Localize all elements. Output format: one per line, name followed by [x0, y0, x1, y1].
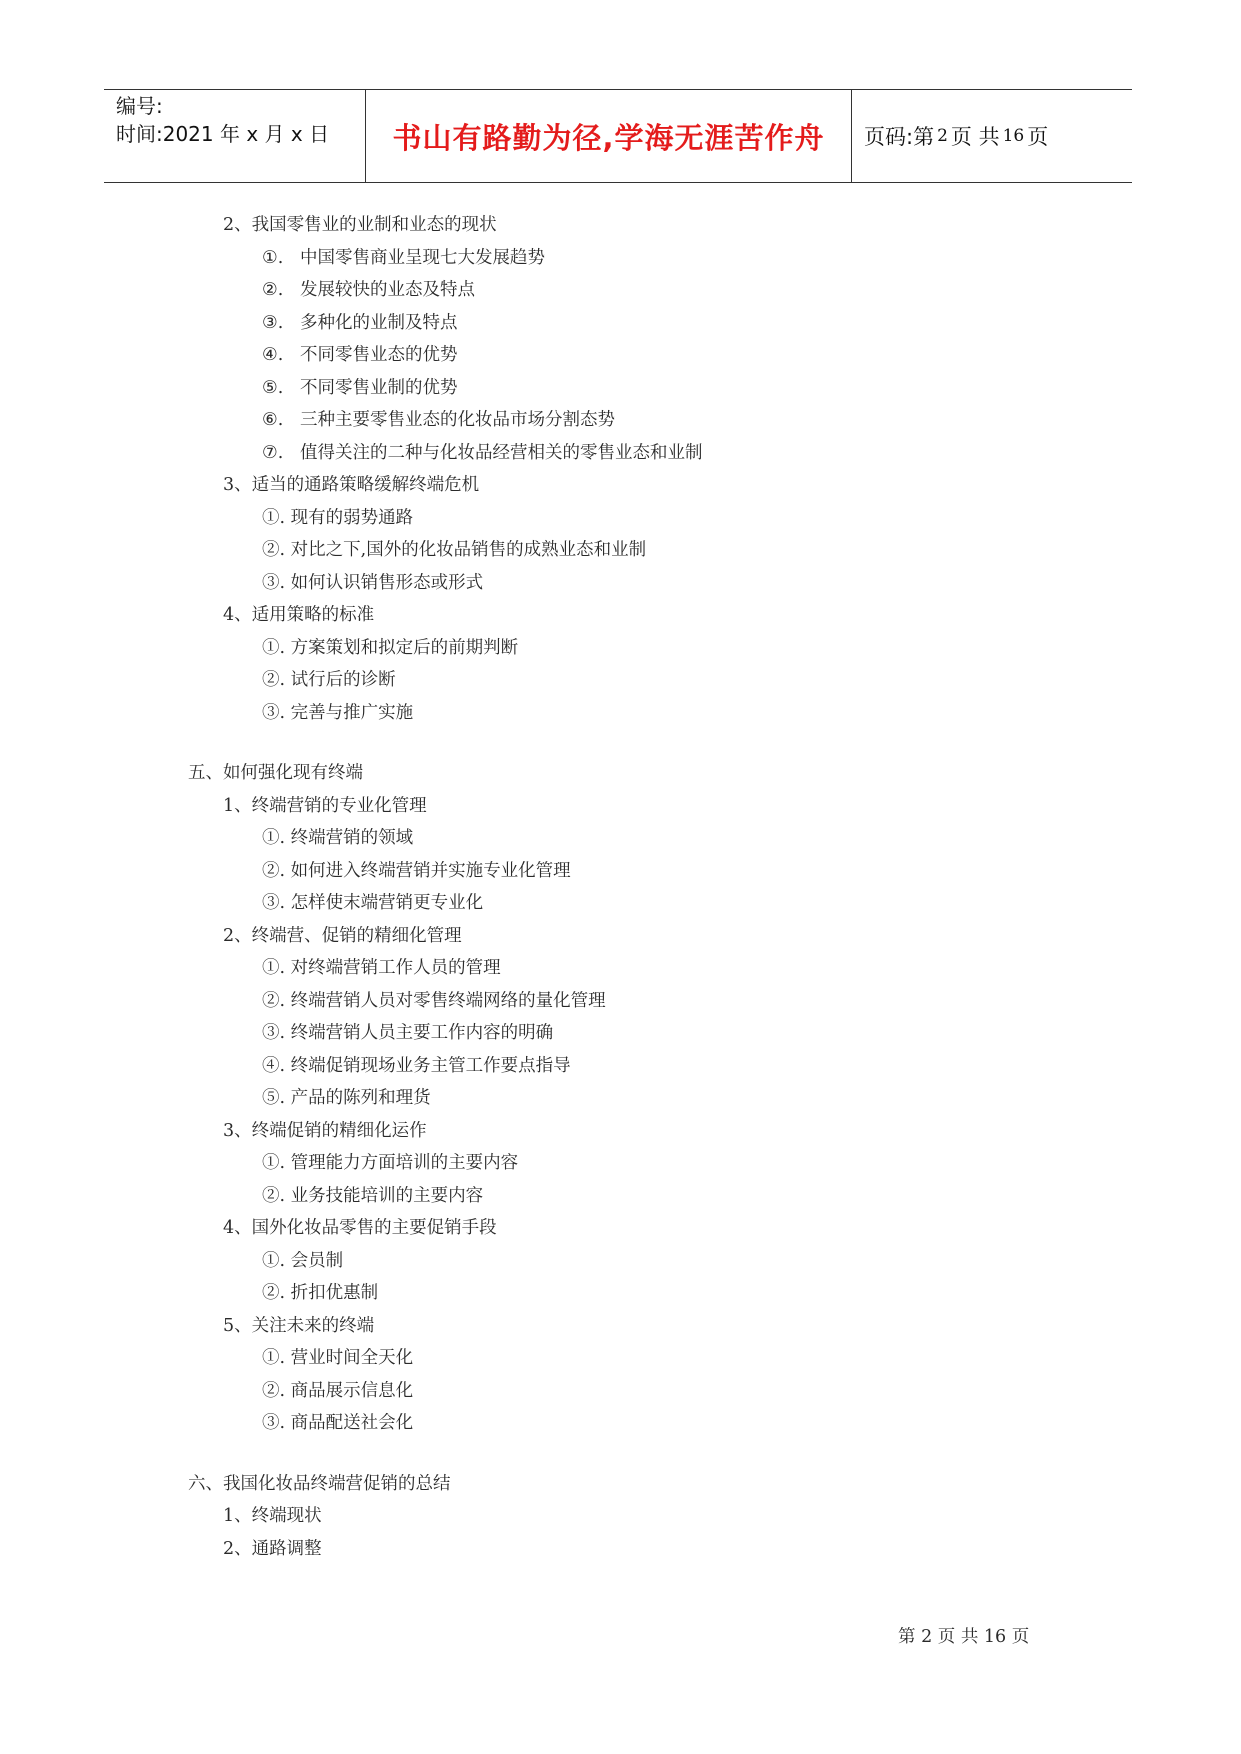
- header-motto: 书山有路勤为径,学海无涯苦作舟: [392, 120, 825, 155]
- list-text: 值得关注的二种与化妆品经营相关的零售业态和业制: [300, 442, 703, 463]
- list-item: [262, 343, 458, 367]
- list-marker: ②.: [262, 280, 284, 300]
- subsection-item: 4、国外化妆品零售的主要促销手段: [223, 1218, 497, 1238]
- list-item: ③. 完善与推广实施: [262, 702, 414, 723]
- list-item: ①. 终端营销的领域: [262, 828, 414, 848]
- list-item: ②. 如何进入终端营销并实施专业化管理: [262, 860, 571, 881]
- list-marker: ③.: [262, 312, 284, 333]
- list-item: ②. 对比之下,国外的化妆品销售的成熟业态和业制: [262, 540, 647, 560]
- list-item: [262, 278, 475, 302]
- header-page-indicator: [864, 90, 1048, 182]
- list-marker: ⑤.: [262, 377, 284, 398]
- list-marker: ④.: [262, 345, 284, 365]
- list-text: 不同零售业态的优势: [300, 345, 458, 365]
- list-item: [262, 246, 545, 270]
- list-item: ①. 现有的弱势通路: [262, 507, 414, 528]
- list-text: 三种主要零售业态的化妆品市场分割态势: [300, 410, 615, 430]
- document-time: 时间:2021 年 x 月 x 日: [116, 122, 330, 146]
- header-info: [116, 92, 361, 148]
- subsection-item: 3、终端促销的精细化运作: [223, 1120, 427, 1141]
- list-item: ②. 终端营销人员对零售终端网络的量化管理: [262, 990, 606, 1011]
- header-table: [104, 89, 1132, 183]
- list-item: ①. 管理能力方面培训的主要内容: [262, 1153, 519, 1173]
- subsection-item: 1、终端现状: [223, 1506, 322, 1526]
- list-item: [262, 376, 458, 400]
- list-item: ③. 商品配送社会化: [262, 1413, 414, 1433]
- list-item: ③. 怎样使末端营销更专业化: [262, 893, 484, 913]
- list-item: ①. 会员制: [262, 1250, 344, 1271]
- page-number: 2: [937, 126, 948, 146]
- list-item: ①. 对终端营销工作人员的管理: [262, 958, 501, 978]
- list-text: 中国零售商业呈现七大发展趋势: [300, 247, 545, 268]
- header-divider: [851, 90, 852, 182]
- page-total: 16: [1002, 126, 1025, 146]
- list-item: ①. 方案策划和拟定后的前期判断: [262, 637, 519, 658]
- list-item: ④. 终端促销现场业务主管工作要点指导: [262, 1055, 571, 1076]
- subsection-item: 2、我国零售业的业制和业态的现状: [223, 215, 497, 235]
- list-item: ②. 折扣优惠制: [262, 1283, 379, 1303]
- section-heading: 六、我国化妆品终端营促销的总结: [188, 1473, 451, 1494]
- list-item: ③. 如何认识销售形态或形式: [262, 572, 484, 593]
- page-mid: 页 共: [950, 125, 1000, 149]
- list-item: [262, 441, 703, 465]
- subsection-item: 2、通路调整: [223, 1538, 322, 1559]
- list-item: ②. 业务技能培训的主要内容: [262, 1185, 484, 1206]
- list-marker: ①.: [262, 247, 284, 268]
- list-item: ③. 终端营销人员主要工作内容的明确: [262, 1023, 554, 1043]
- list-item: ①. 营业时间全天化: [262, 1348, 414, 1368]
- page-suffix: 页: [1027, 125, 1049, 149]
- page-prefix: 页码:第: [864, 125, 935, 149]
- document-number-label: 编号:: [116, 94, 163, 118]
- list-marker: ⑥.: [262, 410, 284, 430]
- subsection-item: 3、适当的通路策略缓解终端危机: [223, 475, 480, 495]
- subsection-item: 2、终端营、促销的精细化管理: [223, 925, 462, 946]
- list-item: [262, 311, 458, 335]
- list-text: 多种化的业制及特点: [300, 312, 458, 333]
- subsection-item: 5、关注未来的终端: [223, 1315, 375, 1336]
- section-heading: 五、如何强化现有终端: [188, 763, 363, 783]
- list-item: [262, 408, 615, 432]
- list-item: ②. 试行后的诊断: [262, 670, 396, 690]
- list-marker: ⑦.: [262, 442, 284, 463]
- page-footer: 第 2 页 共 16 页: [898, 1627, 1030, 1647]
- subsection-item: 1、终端营销的专业化管理: [223, 795, 427, 816]
- list-text: 不同零售业制的优势: [300, 377, 458, 398]
- subsection-item: 4、适用策略的标准: [223, 605, 375, 625]
- list-item: ⑤. 产品的陈列和理货: [262, 1088, 431, 1108]
- list-item: ②. 商品展示信息化: [262, 1380, 414, 1401]
- list-text: 发展较快的业态及特点: [300, 280, 475, 300]
